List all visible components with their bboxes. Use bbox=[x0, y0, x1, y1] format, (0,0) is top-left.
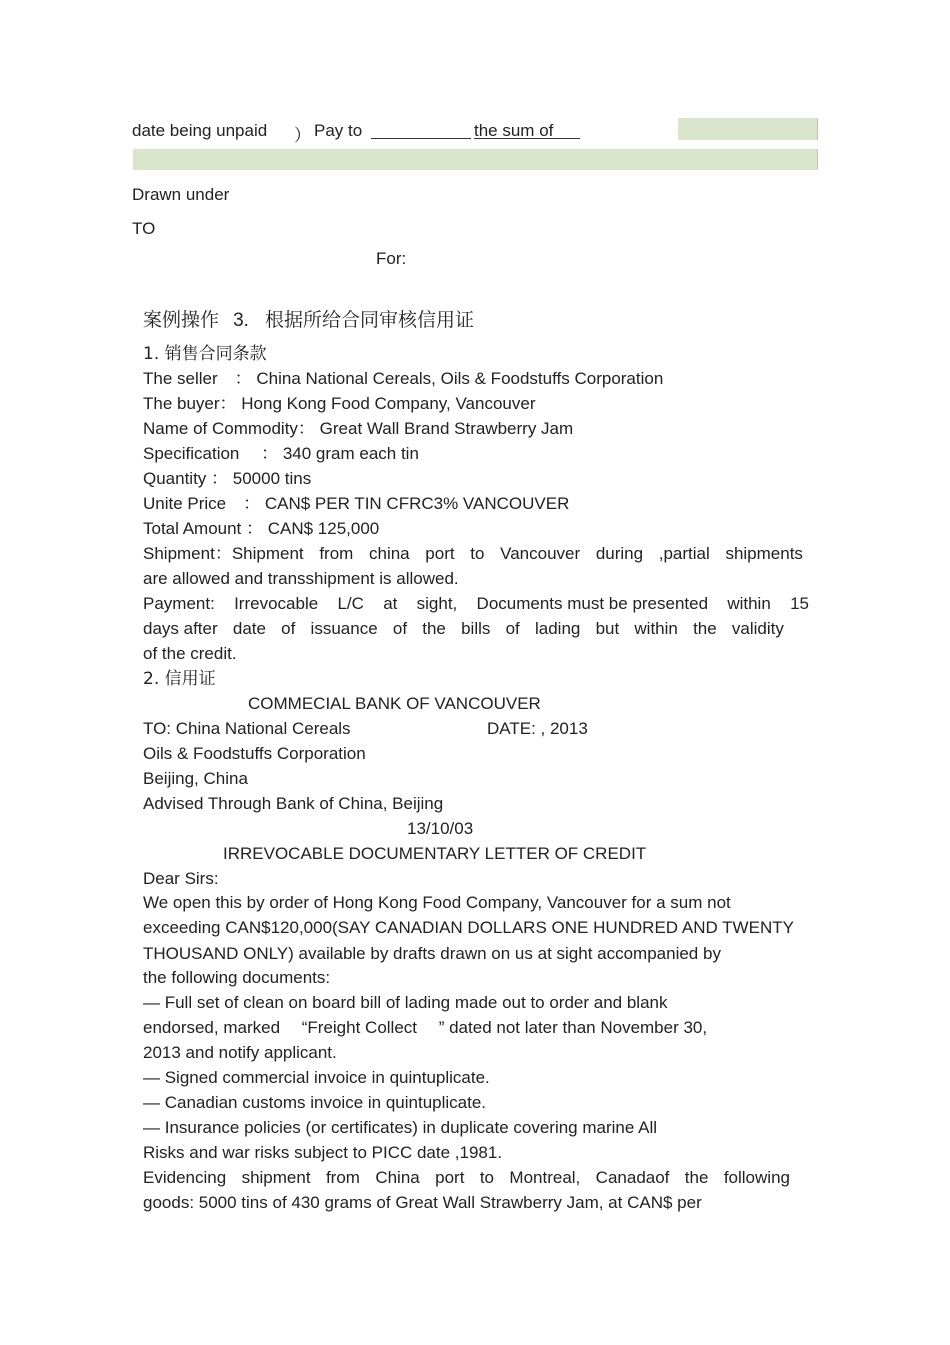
word: issuance bbox=[310, 619, 378, 638]
draft-date-unpaid: date being unpaid bbox=[132, 121, 268, 140]
contract-line: The buyer： Hong Kong Food Company, Vancouver bbox=[143, 394, 536, 413]
word: Shipment：Shipment bbox=[143, 544, 304, 563]
contract-line: Total Amount ： CAN$ 125,000 bbox=[143, 519, 380, 538]
word: date bbox=[232, 619, 266, 638]
payment-line-1 bbox=[143, 594, 809, 614]
word: to bbox=[470, 544, 485, 563]
lc-to-line: TO: China National Cereals bbox=[143, 719, 351, 738]
word: shipments bbox=[725, 544, 803, 563]
draft-pay-to: Pay to bbox=[314, 121, 363, 140]
word: Vancouver bbox=[500, 544, 581, 563]
amount-field[interactable] bbox=[678, 118, 818, 140]
lc-document-line: 2013 and notify applicant. bbox=[143, 1043, 337, 1062]
word: port bbox=[425, 544, 455, 563]
lc-document-line: endorsed, marked “Freight Collect ” dated not later than November 30, bbox=[143, 1018, 708, 1037]
word: the bbox=[422, 619, 446, 638]
lc-document-line: Risks and war risks subject to PICC date ,1981. bbox=[143, 1143, 503, 1162]
heading-title: 根据所给合同审核信用证 bbox=[264, 309, 474, 331]
word: Evidencing bbox=[143, 1168, 227, 1187]
lc-number: 13/10/03 bbox=[407, 819, 474, 838]
payment-line-3: of the credit. bbox=[143, 644, 237, 663]
word: of bbox=[281, 619, 296, 638]
payment-line-2 bbox=[143, 619, 784, 639]
word: Montreal, bbox=[509, 1168, 581, 1187]
word: from bbox=[319, 544, 354, 563]
word: port bbox=[435, 1168, 465, 1187]
word: China bbox=[375, 1168, 420, 1187]
lc-document-line: — Full set of clean on board bill of lading made out to order and blank bbox=[143, 993, 668, 1012]
lc-body-line: the following documents: bbox=[143, 968, 331, 987]
lc-address-1: Oils & Foodstuffs Corporation bbox=[143, 744, 366, 763]
contract-section-title: 1. 销售合同条款 bbox=[143, 344, 267, 364]
word: during bbox=[595, 544, 644, 563]
draft-to: TO bbox=[132, 219, 156, 238]
lc-document-line: — Insurance policies (or certificates) in duplicate covering marine All bbox=[143, 1118, 658, 1137]
lc-evidencing-line-1 bbox=[143, 1168, 790, 1188]
draft-sum-of: the sum of bbox=[474, 121, 554, 140]
lc-salutation: Dear Sirs: bbox=[143, 869, 219, 888]
word: from bbox=[325, 1168, 360, 1187]
word: within bbox=[727, 594, 771, 613]
contract-line: The seller ： China National Cereals, Oils & Foodstuffs Corporation bbox=[143, 369, 664, 388]
word: but bbox=[595, 619, 620, 638]
word: china bbox=[368, 544, 410, 563]
amount-words-field[interactable] bbox=[133, 149, 818, 170]
word: bills bbox=[461, 619, 491, 638]
word: Documents must be presented bbox=[476, 594, 709, 613]
shipment-line-1 bbox=[143, 544, 803, 564]
word: Payment: bbox=[143, 594, 215, 613]
lc-title: IRREVOCABLE DOCUMENTARY LETTER OF CREDIT bbox=[223, 844, 647, 863]
word: the bbox=[684, 1168, 709, 1187]
word: days after bbox=[143, 619, 218, 638]
word: sight, bbox=[416, 594, 458, 613]
lc-document-line: — Canadian customs invoice in quintuplicate. bbox=[143, 1093, 487, 1112]
lc-document-line: — Signed commercial invoice in quintuplicate. bbox=[143, 1068, 490, 1087]
lc-advised-through: Advised Through Bank of China, Beijing bbox=[143, 794, 444, 813]
contract-line: Quantity ： 50000 tins bbox=[143, 469, 312, 488]
lc-address-2: Beijing, China bbox=[143, 769, 248, 788]
word: to bbox=[479, 1168, 495, 1187]
draft-drawn-under: Drawn under bbox=[132, 185, 230, 204]
word: Irrevocable bbox=[234, 594, 319, 613]
lc-evidencing-line-2: goods: 5000 tins of 430 grams of Great Wall Strawberry Jam, at CAN$ per bbox=[143, 1193, 702, 1212]
word: 15 bbox=[790, 594, 809, 613]
word: shipment bbox=[241, 1168, 311, 1187]
draft-paren: ） bbox=[294, 126, 311, 145]
word: Canadaof bbox=[595, 1168, 670, 1187]
heading-prefix: 案例操作 bbox=[143, 309, 220, 331]
word: within bbox=[634, 619, 678, 638]
word: following bbox=[723, 1168, 790, 1187]
contract-line: Name of Commodity： Great Wall Brand Strawberry Jam bbox=[143, 419, 574, 438]
lc-body-line: We open this by order of Hong Kong Food Company, Vancouver for a sum not bbox=[143, 893, 731, 912]
heading-number: 3. bbox=[233, 310, 249, 331]
lc-body-line: exceeding CAN$120,000(SAY CANADIAN DOLLARS ONE HUNDRED AND TWENTY bbox=[143, 918, 794, 937]
lc-bank-name: COMMECIAL BANK OF VANCOUVER bbox=[248, 694, 541, 713]
lc-body-line: THOUSAND ONLY) available by drafts drawn on us at sight accompanied by bbox=[143, 944, 721, 963]
word: ,partial bbox=[658, 544, 710, 563]
case-heading bbox=[143, 305, 474, 332]
contract-line: Unite Price ： CAN$ PER TIN CFRC3% VANCOUVER bbox=[143, 494, 570, 513]
word: L/C bbox=[337, 594, 364, 613]
word: validity bbox=[731, 619, 784, 638]
lc-section-title: 2. 信用证 bbox=[143, 669, 216, 689]
word: at bbox=[383, 594, 398, 613]
shipment-line-2: are allowed and transshipment is allowed. bbox=[143, 569, 459, 588]
sum-of-underline bbox=[474, 124, 580, 139]
word: lading bbox=[534, 619, 581, 638]
contract-line: Specification ： 340 gram each tin bbox=[143, 444, 419, 463]
word: the bbox=[693, 619, 717, 638]
word: of bbox=[392, 619, 408, 638]
word: of bbox=[505, 619, 520, 638]
pay-to-blank[interactable] bbox=[371, 124, 471, 139]
draft-for: For: bbox=[376, 249, 407, 268]
lc-date-line: DATE: , 2013 bbox=[487, 719, 588, 738]
